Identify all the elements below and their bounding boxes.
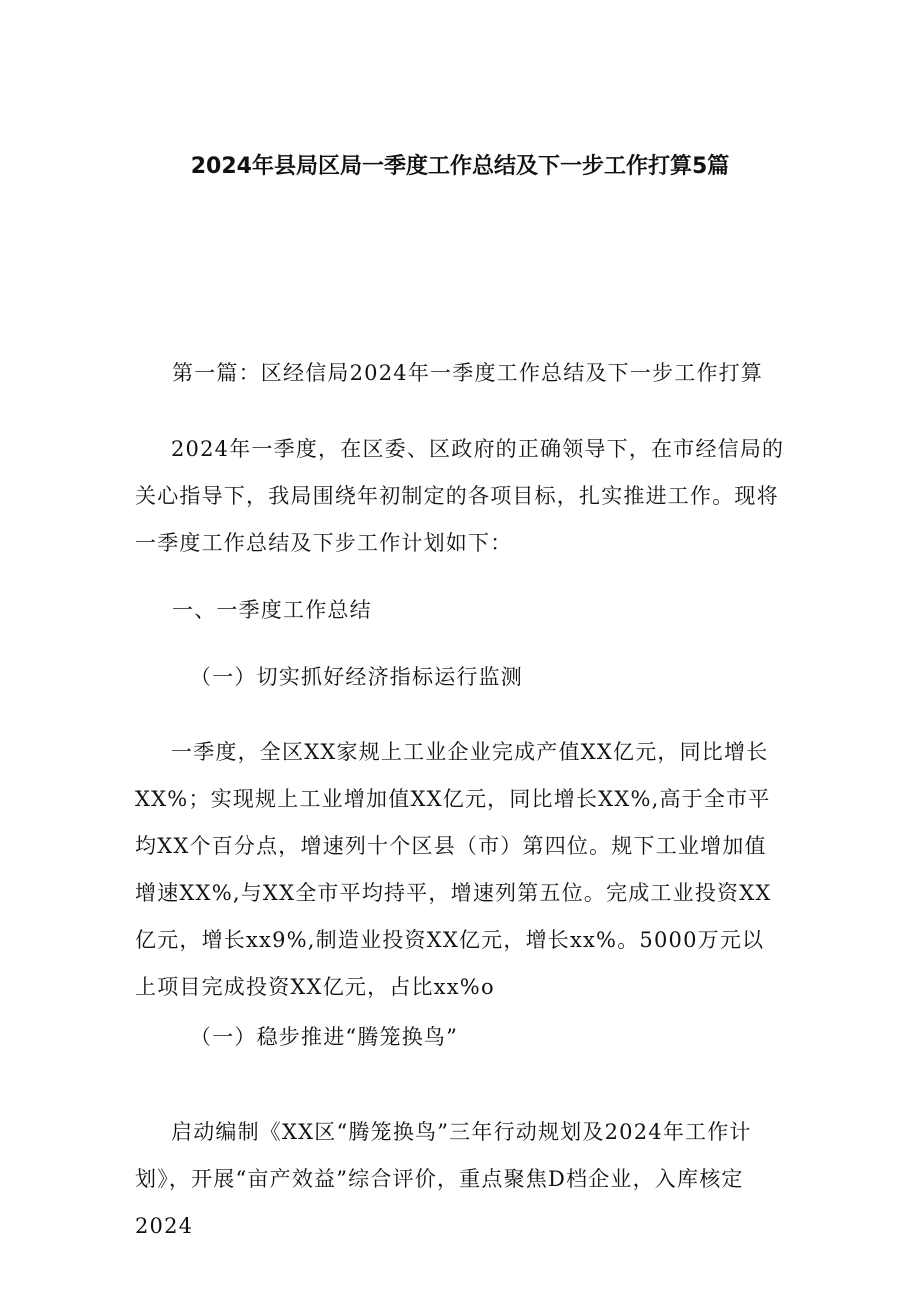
cage-paragraph: 启动编制《XX区“腾笼换鸟”三年行动规划及2024年工作计划》，开展“亩产效益”综合评价，重点聚焦D档企业，入库核定2024 (135, 1120, 752, 1238)
chapter-heading: 第一篇：区经信局2024年一季度工作总结及下一步工作打算 (172, 361, 764, 385)
subsection-heading-monitoring: （一）切实抓好经济指标运行监测 (190, 665, 523, 689)
document-title: 2024年县局区局一季度工作总结及下一步工作打算5篇 (190, 154, 730, 179)
indicators-paragraph: 一季度，全区XX家规上工业企业完成产值XX亿元，同比增长XX%；实现规上工业增加值XX亿元，同比增长XX%,高于全市平均XX个百分点，增速列十个区县（市）第四位。规下工业增加值增速XX%,与XX全市平均持平，增速列第五位。完成工业投资XX亿元，增长xx9%,制造业投资XX亿元，增长xx%。5000万元以上项目完成投资XX亿元，占比xx%o (135, 740, 772, 999)
subsection-heading-cage: （一）稳步推进“腾笼换鸟” (190, 1025, 459, 1049)
section-heading: 一、一季度工作总结 (172, 598, 372, 622)
intro-paragraph: 2024年一季度，在区委、区政府的正确领导下，在市经信局的关心指导下，我局围绕年初制定的各项目标，扎实推进工作。现将一季度工作总结及下步工作计划如下： (135, 437, 785, 555)
